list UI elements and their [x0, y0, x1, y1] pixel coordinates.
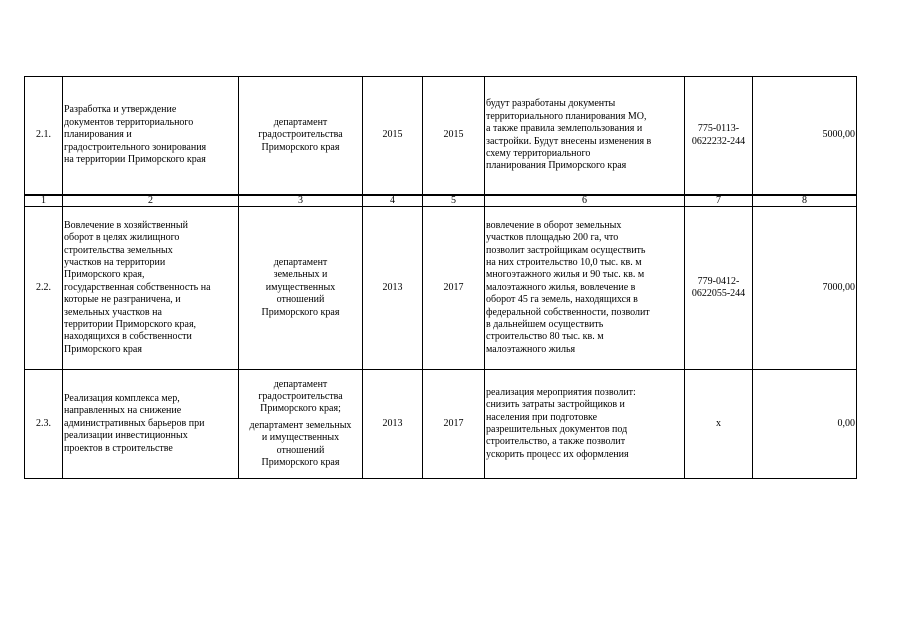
budget-code: 775-0113- 0622232-244	[685, 77, 753, 195]
activity-name: Разработка и утверждение документов территориального планирования и градостроительного зонирования на территории Приморского края	[63, 77, 239, 195]
executor-name: департамент градостроительства Приморского края	[258, 116, 343, 153]
end-year: 2015	[423, 77, 485, 195]
expected-result: будут разработаны документы территориального планирования МО, а также правила землепользования и застройки. Будут внесены изменения в схему территориального планирования Приморского края	[485, 77, 685, 195]
row-number: 2.2.	[25, 207, 63, 370]
executor-cell	[239, 207, 363, 370]
start-year: 2013	[363, 207, 423, 370]
end-year: 2017	[423, 207, 485, 370]
table-row	[25, 370, 857, 479]
start-year: 2013	[363, 370, 423, 479]
expected-result: вовлечение в оборот земельных участков площадью 200 га, что позволит застройщикам осуществить на них строительство 10,0 тыс. кв. м многоэтажного жилья и 90 тыс. кв. м малоэтажного жилья, вовлечение в оборот 45 га земель, находящихся в федеральной собственности, позволит в дальнейшем осуществить строительство 80 тыс. кв. м малоэтажного жилья	[485, 207, 685, 370]
expected-result: реализация мероприятия позволит: снизить затраты застройщиков и населения при подготовке разрешительных документов под строительство, а также позволит ускорить процесс их оформления	[485, 370, 685, 479]
executor-name: департамент градостроительства Приморского края;	[258, 378, 343, 415]
funding-amount: 0,00	[753, 370, 857, 479]
activity-name: Реализация комплекса мер, направленных на снижение административных барьеров при реализации инвестиционных проектов в строительстве	[63, 370, 239, 479]
executor-name: департамент земельных и имущественных отношений Приморского края	[249, 419, 352, 469]
column-index: 7	[685, 196, 753, 207]
executor-cell	[239, 77, 363, 195]
executor-cell	[239, 370, 363, 479]
column-index: 3	[239, 196, 363, 207]
table-row	[25, 207, 857, 370]
funding-amount: 5000,00	[753, 77, 857, 195]
budget-code: 779-0412- 0622055-244	[685, 207, 753, 370]
end-year: 2017	[423, 370, 485, 479]
column-index: 6	[485, 196, 685, 207]
column-index: 1	[25, 196, 63, 207]
column-index: 8	[753, 196, 857, 207]
funding-amount: 7000,00	[753, 207, 857, 370]
budget-code: х	[685, 370, 753, 479]
column-index: 5	[423, 196, 485, 207]
program-activities-table	[24, 76, 857, 479]
row-number: 2.1.	[25, 77, 63, 195]
row-number: 2.3.	[25, 370, 63, 479]
column-index-row	[25, 196, 857, 207]
executor-name: департамент земельных и имущественных отношений Приморского края	[261, 256, 340, 318]
column-index: 4	[363, 196, 423, 207]
column-index: 2	[63, 196, 239, 207]
table-row	[25, 77, 857, 195]
start-year: 2015	[363, 77, 423, 195]
activity-name: Вовлечение в хозяйственный оборот в целях жилищного строительства земельных участков на территории Приморского края, государственная собственность на которые не разграничена, и земельных участков на территории Приморского края, находящихся в собственности Приморского края	[63, 207, 239, 370]
